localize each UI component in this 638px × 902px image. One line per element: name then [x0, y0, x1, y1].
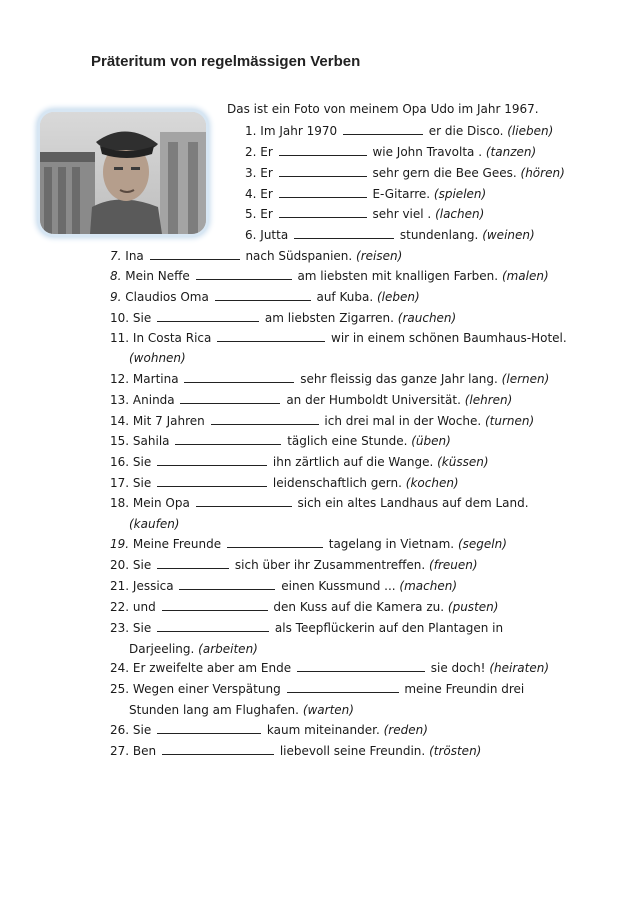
item-suffix-text: wie John Travolta .	[372, 145, 483, 159]
verb-hint: (pusten)	[447, 600, 499, 614]
item-prefix-text: Mit 7 Jahren	[132, 414, 205, 428]
answer-blank[interactable]	[343, 124, 423, 135]
answer-blank[interactable]	[162, 600, 268, 611]
exercise-item	[110, 331, 567, 346]
exercise-item	[110, 496, 529, 511]
exercise-item	[110, 455, 489, 470]
answer-blank[interactable]	[157, 455, 267, 466]
exercise-item	[110, 723, 428, 738]
verb-hint: (reden)	[383, 723, 428, 737]
answer-blank[interactable]	[215, 290, 311, 301]
answer-blank[interactable]	[157, 311, 259, 322]
exercise-item	[110, 269, 549, 284]
item-number: 8.	[110, 269, 122, 283]
item-prefix-text: Darjeeling.	[129, 642, 195, 656]
verb-hint: (wohnen)	[129, 351, 186, 365]
item-prefix-text: Ina	[125, 249, 144, 263]
item-prefix-text: Er zweifelte aber am Ende	[132, 661, 292, 675]
item-prefix-text: Mein Neffe	[125, 269, 190, 283]
exercise-item	[110, 621, 503, 636]
verb-hint: (heiraten)	[489, 661, 549, 675]
verb-hint: (turnen)	[485, 414, 535, 428]
item-suffix-text: am liebsten Zigarren.	[264, 311, 394, 325]
exercise-item	[110, 393, 512, 408]
answer-blank[interactable]	[175, 434, 281, 445]
item-prefix-text: Im Jahr 1970	[260, 124, 338, 138]
item-suffix-text: ihn zärtlich auf die Wange.	[272, 455, 434, 469]
item-prefix-text: Er	[260, 145, 273, 159]
item-prefix-text: Wegen einer Verspätung	[132, 682, 281, 696]
verb-hint: (arbeiten)	[198, 642, 258, 656]
item-prefix-text: Er	[260, 207, 273, 221]
exercise-item	[129, 517, 179, 532]
item-number: 17.	[110, 476, 130, 490]
item-number: 12.	[110, 372, 130, 386]
item-prefix-text: Meine Freunde	[132, 537, 222, 551]
item-number: 15.	[110, 434, 130, 448]
item-prefix-text: Aninda	[132, 393, 175, 407]
verb-hint: (hören)	[520, 166, 565, 180]
answer-blank[interactable]	[150, 249, 240, 260]
verb-hint: (kaufen)	[129, 517, 180, 531]
verb-hint: (kochen)	[405, 476, 459, 490]
item-number: 22.	[110, 600, 130, 614]
answer-blank[interactable]	[157, 723, 261, 734]
item-prefix-text: Mein Opa	[132, 496, 190, 510]
item-suffix-text: ich drei mal in der Woche.	[324, 414, 482, 428]
item-prefix-text: Sahila	[132, 434, 170, 448]
verb-hint: (leben)	[376, 290, 420, 304]
exercise-item	[110, 661, 549, 676]
item-number: 7.	[110, 249, 122, 263]
answer-blank[interactable]	[184, 372, 294, 383]
page-title: Präteritum von regelmässigen Verben	[91, 53, 361, 70]
item-suffix-text: sehr viel .	[372, 207, 432, 221]
exercise-item	[110, 290, 420, 305]
exercise-item	[129, 703, 354, 718]
item-prefix-text: Sie	[132, 476, 152, 490]
exercise-item	[110, 558, 478, 573]
answer-blank[interactable]	[279, 207, 367, 218]
item-suffix-text: sie doch!	[430, 661, 486, 675]
answer-blank[interactable]	[180, 393, 280, 404]
item-number: 5.	[245, 207, 257, 221]
exercise-item	[110, 434, 451, 449]
verb-hint: (reisen)	[356, 249, 403, 263]
answer-blank[interactable]	[279, 166, 367, 177]
item-prefix-text: Sie	[132, 311, 152, 325]
verb-hint: (lehren)	[464, 393, 513, 407]
verb-hint: (küssen)	[437, 455, 489, 469]
item-suffix-text: sich über ihr Zusammentreffen.	[234, 558, 426, 572]
answer-blank[interactable]	[157, 558, 229, 569]
answer-blank[interactable]	[162, 744, 274, 755]
item-number: 9.	[110, 290, 122, 304]
answer-blank[interactable]	[279, 187, 367, 198]
verb-hint: (malen)	[501, 269, 549, 283]
item-suffix-text: sich ein altes Landhaus auf dem Land.	[297, 496, 529, 510]
item-number: 6.	[245, 228, 257, 242]
exercise-item	[110, 249, 402, 264]
exercise-item	[129, 351, 186, 366]
item-number: 18.	[110, 496, 130, 510]
item-suffix-text: am liebsten mit knalligen Farben.	[297, 269, 499, 283]
answer-blank[interactable]	[196, 496, 292, 507]
item-prefix-text: Jutta	[260, 228, 289, 242]
exercise-item	[110, 537, 507, 552]
item-number: 19.	[110, 537, 130, 551]
exercise-item	[245, 145, 536, 160]
item-prefix-text: Sie	[132, 621, 152, 635]
exercise-item	[245, 207, 484, 222]
answer-blank[interactable]	[217, 331, 325, 342]
exercise-item	[110, 600, 498, 615]
verb-hint: (weinen)	[482, 228, 535, 242]
answer-blank[interactable]	[211, 414, 319, 425]
exercise-item	[110, 476, 459, 491]
item-number: 16.	[110, 455, 130, 469]
exercise-item	[110, 744, 481, 759]
item-suffix-text: stundenlang.	[399, 228, 479, 242]
exercise-item	[245, 124, 553, 139]
intro-text: Das ist ein Foto von meinem Opa Udo im Jahr 1967.	[227, 102, 539, 116]
verb-hint: (lachen)	[435, 207, 485, 221]
exercise-item	[110, 579, 457, 594]
exercise-item	[129, 642, 258, 657]
item-number: 23.	[110, 621, 130, 635]
verb-hint: (warten)	[302, 703, 354, 717]
item-suffix-text: den Kuss auf die Kamera zu.	[273, 600, 445, 614]
answer-blank[interactable]	[294, 228, 394, 239]
item-number: 1.	[245, 124, 257, 138]
item-number: 13.	[110, 393, 130, 407]
item-suffix-text: meine Freundin drei	[404, 682, 525, 696]
exercise-item	[110, 682, 524, 697]
verb-hint: (tanzen)	[485, 145, 537, 159]
answer-blank[interactable]	[287, 682, 399, 693]
answer-blank[interactable]	[179, 579, 275, 590]
answer-blank[interactable]	[227, 537, 323, 548]
item-suffix-text: sehr fleissig das ganze Jahr lang.	[300, 372, 498, 386]
item-prefix-text: Claudios Oma	[125, 290, 209, 304]
exercise-item	[110, 372, 549, 387]
item-prefix-text: Sie	[132, 723, 152, 737]
verb-hint: (trösten)	[429, 744, 482, 758]
item-suffix-text: auf Kuba.	[316, 290, 374, 304]
answer-blank[interactable]	[196, 269, 292, 280]
photo-opa-udo	[40, 112, 206, 234]
item-suffix-text: an der Humboldt Universität.	[286, 393, 461, 407]
answer-blank[interactable]	[279, 145, 367, 156]
item-prefix-text: Er	[260, 187, 273, 201]
exercise-item	[245, 166, 565, 181]
item-suffix-text: tagelang in Vietnam.	[328, 537, 455, 551]
item-number: 25.	[110, 682, 130, 696]
item-prefix-text: Jessica	[132, 579, 174, 593]
item-suffix-text: kaum miteinander.	[266, 723, 380, 737]
answer-blank[interactable]	[157, 476, 267, 487]
item-number: 11.	[110, 331, 130, 345]
item-suffix-text: liebevoll seine Freundin.	[279, 744, 426, 758]
verb-hint: (rauchen)	[397, 311, 457, 325]
portrait-image-icon	[40, 112, 206, 234]
item-number: 3.	[245, 166, 257, 180]
item-suffix-text: sehr gern die Bee Gees.	[372, 166, 517, 180]
item-prefix-text: und	[132, 600, 156, 614]
item-prefix-text: Er	[260, 166, 273, 180]
item-suffix-text: einen Kussmund ...	[281, 579, 396, 593]
verb-hint: (spielen)	[433, 187, 487, 201]
verb-hint: (freuen)	[429, 558, 478, 572]
answer-blank[interactable]	[157, 621, 269, 632]
item-prefix-text: Stunden lang am Flughafen.	[129, 703, 299, 717]
item-number: 14.	[110, 414, 130, 428]
verb-hint: (lernen)	[501, 372, 550, 386]
item-suffix-text: E-Gitarre.	[372, 187, 431, 201]
item-prefix-text: Martina	[132, 372, 179, 386]
item-prefix-text: Ben	[132, 744, 157, 758]
item-prefix-text: Sie	[132, 455, 152, 469]
exercise-item	[110, 414, 534, 429]
item-number: 4.	[245, 187, 257, 201]
item-suffix-text: als Teepflückerin auf den Plantagen in	[274, 621, 504, 635]
item-number: 26.	[110, 723, 130, 737]
item-suffix-text: nach Südspanien.	[245, 249, 353, 263]
verb-hint: (lieben)	[507, 124, 554, 138]
item-number: 20.	[110, 558, 130, 572]
item-suffix-text: er die Disco.	[428, 124, 504, 138]
item-suffix-text: täglich eine Stunde.	[287, 434, 408, 448]
verb-hint: (machen)	[399, 579, 458, 593]
exercise-item	[245, 228, 535, 243]
verb-hint: (üben)	[411, 434, 451, 448]
exercise-item	[110, 311, 456, 326]
item-suffix-text: wir in einem schönen Baumhaus-Hotel.	[331, 331, 567, 345]
answer-blank[interactable]	[297, 661, 425, 672]
item-prefix-text: In Costa Rica	[132, 331, 212, 345]
item-prefix-text: Sie	[132, 558, 152, 572]
item-number: 24.	[110, 661, 130, 675]
item-number: 21.	[110, 579, 130, 593]
item-number: 10.	[110, 311, 130, 325]
item-suffix-text: leidenschaftlich gern.	[272, 476, 402, 490]
verb-hint: (segeln)	[457, 537, 507, 551]
item-number: 2.	[245, 145, 257, 159]
item-number: 27.	[110, 744, 130, 758]
exercise-item	[245, 187, 486, 202]
